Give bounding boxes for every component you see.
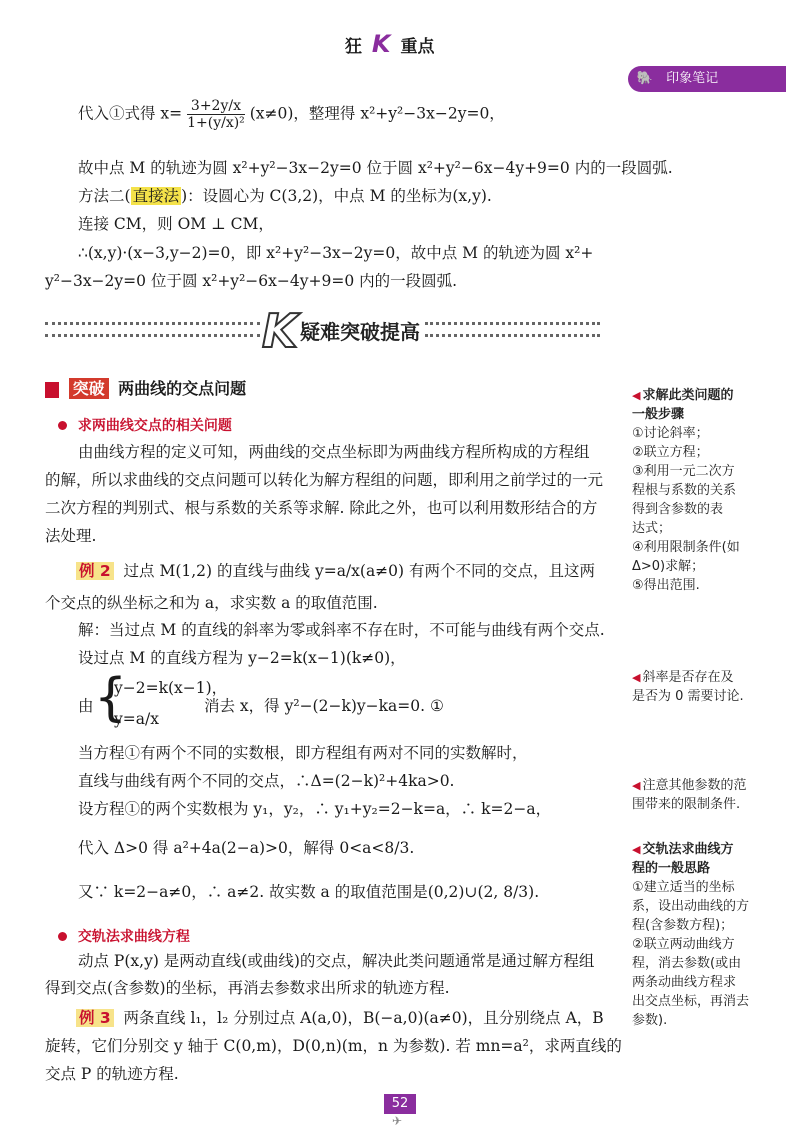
note2-line: 斜率是否存在及 xyxy=(642,670,734,685)
ex2-label: 例 2 xyxy=(76,562,114,580)
section-tag: 突破 xyxy=(69,378,109,399)
page-number: 52 xyxy=(384,1094,416,1114)
note1-line: 程根与系数的关系 xyxy=(632,483,737,498)
note1-line: 求解此类问题的 xyxy=(642,388,734,403)
triangle-icon: ◀ xyxy=(632,671,641,684)
sidebar-note-intersect xyxy=(632,840,780,1030)
header-left: 狂 xyxy=(345,37,362,57)
note4-line: 交轨法求曲线方 xyxy=(642,842,734,857)
banner-title: 疑难突破提高 xyxy=(300,320,420,344)
topic1-heading xyxy=(58,415,232,435)
ex2-question-1 xyxy=(76,561,595,581)
section-title: 两曲线的交点问题 xyxy=(118,379,247,398)
note1-line: 得到含参数的表 xyxy=(632,502,724,517)
topic2-title: 交轨法求曲线方程 xyxy=(77,929,190,945)
book-icon xyxy=(45,382,59,398)
sidebar-note-slope xyxy=(632,668,780,706)
topic1-para-4: 法处理. xyxy=(45,527,97,545)
top-line-1 xyxy=(78,98,505,131)
method2-highlight: 直接法 xyxy=(132,187,180,205)
system-eq-1: y−2=k(x−1)， xyxy=(114,679,228,697)
note1-line: 一般步骤 xyxy=(632,407,685,422)
note4-line: ②联立两动曲线方 xyxy=(632,937,735,952)
ex3-question-1 xyxy=(76,1008,604,1028)
note4-line: 出交点坐标，再消去 xyxy=(632,994,750,1009)
note1-line: ②联立方程； xyxy=(632,445,709,460)
fraction-x xyxy=(187,98,245,131)
ex3-q1-text: 两条直线 l₁，l₂ 分别过点 A(a,0)，B(−a,0)(a≠0)，且分别绕点 A，B xyxy=(123,1009,604,1027)
note4-line: 程，消去参数(或由 xyxy=(632,956,742,971)
topic1-para-1: 由曲线方程的定义可知，两曲线的交点坐标即为两曲线方程所构成的方程组 xyxy=(78,443,590,461)
note1-line: ④利用限制条件(如 xyxy=(632,540,740,555)
ex2-sol-3: 当方程①有两个不同的实数根，即方程组有两对不同的实数解时， xyxy=(78,744,528,762)
brace-icon: { xyxy=(94,668,128,728)
topic2-para-1: 动点 P(x,y) 是两动直线(或曲线)的交点，解决此类问题通常是通过解方程组 xyxy=(78,952,595,970)
fraction-denominator: 1+(y/x)² xyxy=(187,115,245,131)
ex2-sol-7: 又∵ k=2−a≠0，∴ a≠2. 故实数 a 的取值范围是(0,2)∪(2, 8/3). xyxy=(78,883,540,901)
top-line-5: ∴(x,y)·(x−3,y−2)=0，即 x²+y²−3x−2y=0，故中点 M 的轨迹为圆 x²+ xyxy=(78,244,594,262)
ex2-question-2: 个交点的纵坐标之和为 a，求实数 a 的取值范围. xyxy=(45,594,378,612)
note1-line: ③利用一元二次方 xyxy=(632,464,735,479)
top-line-1a: 代入①式得 x= xyxy=(78,104,183,123)
topic2-heading xyxy=(58,926,190,946)
topic1-para-3: 二次方程的判别式、根与系数的关系等求解. 除此之外，也可以利用数形结合的方 xyxy=(45,499,598,517)
ex2-sol-2: 设过点 M 的直线方程为 y−2=k(x−1)(k≠0)， xyxy=(78,649,406,667)
note1-line: ①讨论斜率； xyxy=(632,426,709,441)
system-eq-2: y=a/x xyxy=(114,710,159,728)
note1-line: ⑤得出范围. xyxy=(632,578,700,593)
banner-rule-left xyxy=(45,322,260,337)
section-heading xyxy=(45,376,246,399)
banner-k-logo: K xyxy=(262,304,298,358)
page-header xyxy=(345,30,434,58)
note4-line: ①建立适当的坐标 xyxy=(632,880,735,895)
top-line-3 xyxy=(78,186,492,206)
topic1-title: 求两曲线交点的相关问题 xyxy=(77,418,232,434)
ex2-sol-6: 代入 Δ>0 得 a²+4a(2−a)>0，解得 0<a<8/3. xyxy=(78,839,415,857)
method2-suffix: )：设圆心为 C(3,2)，中点 M 的坐标为(x,y). xyxy=(181,187,492,205)
note4-line: 系，设出动曲线的方 xyxy=(632,899,750,914)
note4-line: 程的一般思路 xyxy=(632,861,711,876)
sidebar-note-steps xyxy=(632,386,780,595)
topic2-para-2: 得到交点(含参数)的坐标，再消去参数求出所求的轨迹方程. xyxy=(45,979,450,997)
note1-line: Δ>0)求解； xyxy=(632,559,705,574)
top-line-2: 故中点 M 的轨迹为圆 x²+y²−3x−2y=0 位于圆 x²+y²−6x−4y+9=0 内的一段圆弧. xyxy=(78,159,673,177)
top-line-1b: (x≠0)，整理得 x²+y²−3x−2y=0， xyxy=(249,104,505,123)
ex2-sol-1: 解：当过点 M 的直线的斜率为零或斜率不存在时，不可能与曲线有两个交点. xyxy=(78,621,605,639)
ex2-sol-4: 直线与曲线有两个不同的交点，∴Δ=(2−k)²+4ka>0. xyxy=(78,772,455,790)
header-right: 重点 xyxy=(400,37,435,57)
top-line-6: y²−3x−2y=0 位于圆 x²+y²−6x−4y+9=0 内的一段圆弧. xyxy=(45,272,458,290)
ex3-question-2: 旋转，它们分别交 y 轴于 C(0,m)，D(0,n)(m，n 为参数). 若 mn=a²，求两直线的 xyxy=(45,1037,622,1055)
fraction-numerator: 3+2y/x xyxy=(187,98,245,115)
header-k-logo: K xyxy=(371,30,391,58)
bullet-icon xyxy=(58,932,67,941)
ex3-question-3: 交点 P 的轨迹方程. xyxy=(45,1065,179,1083)
topic1-para-2: 的解，所以求曲线的交点问题可以转化为解方程组的问题，即利用之前学过的一元 xyxy=(45,471,604,489)
note3-line: 注意其他参数的范 xyxy=(642,778,747,793)
note4-line: 程(含参数方程)； xyxy=(632,918,734,933)
triangle-icon: ◀ xyxy=(632,389,641,402)
ex2-q1-text: 过点 M(1,2) 的直线与曲线 y=a/x(a≠0) 有两个不同的交点，且这两 xyxy=(123,562,596,580)
triangle-icon: ◀ xyxy=(632,779,641,792)
note1-line: 达式； xyxy=(632,521,672,536)
ex2-system xyxy=(78,668,618,734)
ex3-label: 例 3 xyxy=(76,1009,114,1027)
note3-line: 围带来的限制条件. xyxy=(632,797,741,812)
sidebar-note-params xyxy=(632,776,780,814)
note2-line: 是否为 0 需要讨论. xyxy=(632,689,744,704)
elephant-icon: 🐘 xyxy=(636,71,654,86)
note4-line: 参数). xyxy=(632,1013,668,1028)
triangle-icon: ◀ xyxy=(632,843,641,856)
note4-line: 两条动曲线方程求 xyxy=(632,975,737,990)
system-prefix: 由 xyxy=(78,697,94,715)
banner-rule-right xyxy=(425,322,600,337)
method2-prefix: 方法二( xyxy=(78,187,131,205)
ex2-sol-5: 设方程①的两个实数根为 y₁，y₂，∴ y₁+y₂=2−k=a，∴ k=2−a， xyxy=(78,800,552,818)
side-tag-label: 印象笔记 xyxy=(666,71,719,86)
bird-icon: ✈ xyxy=(392,1114,403,1128)
side-tag xyxy=(628,66,786,92)
top-line-4: 连接 CM，则 OM ⊥ CM， xyxy=(78,215,274,233)
bullet-icon xyxy=(58,421,67,430)
system-result: 消去 x，得 y²−(2−k)y−ka=0. ① xyxy=(204,697,444,715)
